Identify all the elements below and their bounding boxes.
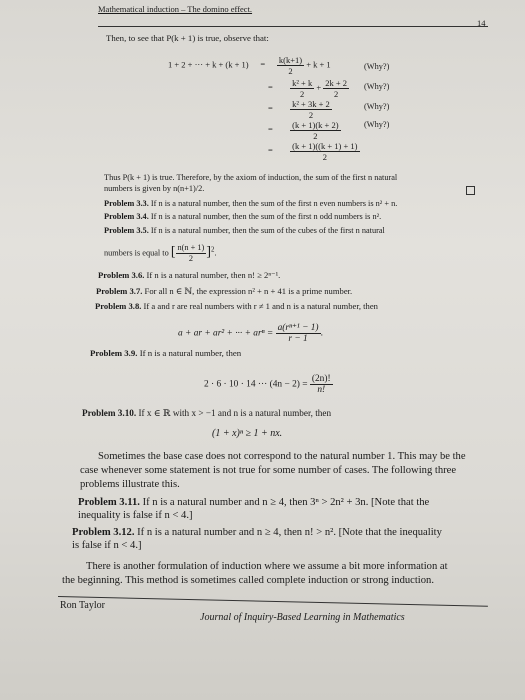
- problem-3-6: Problem 3.6. If n is a natural number, then n! ≥ 2ⁿ⁻¹.: [98, 270, 281, 280]
- derivation-step-5: = $\frac{(k + 1)((k + 1) + 1)}{2}$: [268, 141, 358, 162]
- base-case-line-3: problems illustrate this.: [80, 479, 180, 490]
- why-note-4: (Why?): [364, 120, 390, 129]
- intro-text: Then, to see that P(k + 1) is true, observe that:: [106, 33, 269, 43]
- base-case-line-1: Sometimes the base case does not correspond to the natural number 1. This may be the: [98, 451, 466, 462]
- derivation-step-3: = $\frac{\text{k² + 3k + 2}}{2}$: [268, 99, 330, 120]
- conclusion-line-2: numbers is given by n(n+1)/2.: [104, 184, 205, 193]
- footer-journal: Journal of Inquiry-Based Learning in Mathematics: [200, 612, 405, 623]
- conclusion-line-1: Thus P(k + 1) is true. Therefore, by the axiom of induction, the sum of the first n natural: [104, 173, 398, 182]
- why-note-1: (Why?): [364, 62, 390, 71]
- running-title: Mathematical induction – The domino effect.: [98, 4, 253, 14]
- problem-3-4: Problem 3.4. If n is a natural number, then the sum of the first n odd numbers is n².: [104, 212, 382, 221]
- derivation-step-2: = $\frac{\text{k² + k}}{2}$ + $\frac{2k + 2}{2}$: [268, 78, 348, 99]
- derivation-step-4: = $\frac{(k + 1)(k + 2)}{2}$: [268, 120, 339, 141]
- problem-3-10-formula: (1 + x)ⁿ ≥ 1 + nx.: [212, 428, 283, 439]
- strong-induction-line-1: There is another formulation of induction where we assume a bit more information at: [86, 561, 448, 572]
- footer-rule: [58, 596, 488, 607]
- footer-author: Ron Taylor: [60, 600, 105, 611]
- qed-square: [466, 186, 475, 195]
- problem-3-11-line-1: Problem 3.11. If n is a natural number and n ≥ 4, then 3ⁿ > 2n² + 3n. [Note that the: [78, 497, 430, 508]
- header-rule: [98, 26, 488, 27]
- base-case-line-2: case whenever some statement is not true for some number of cases. The following three: [80, 465, 457, 476]
- derivation-lhs: 1 + 2 + ··· + k + (k + 1): [168, 59, 249, 70]
- problem-3-3: Problem 3.3. If n is a natural number, then the sum of the first n even numbers is n² + n.: [104, 199, 398, 208]
- problem-3-9: Problem 3.9. If n is a natural number, then: [90, 348, 242, 358]
- problem-3-12-line-1: Problem 3.12. If n is a natural number and n ≥ 4, then n! > n². [Note that the inequality: [72, 527, 442, 538]
- derivation-step-1: 1 + 2 + ··· + k + (k + 1) = $\frac{k(k+1)}{2}$ + k + 1: [168, 55, 331, 76]
- step1-fraction: $\frac{k(k+1)}{2}$: [278, 55, 303, 76]
- problem-3-8: Problem 3.8. If a and r are real numbers with r ≠ 1 and n is a natural number, then: [95, 301, 378, 311]
- problem-3-11-line-2: inequality is false if n < 4.]: [78, 510, 193, 521]
- problem-3-12-line-2: is false if n < 4.]: [72, 540, 142, 551]
- problem-3-9-formula: 2 · 6 · 10 · 14 ··· (4n − 2) = $\frac{(2n)!}{n!}$: [204, 374, 331, 395]
- problem-3-8-formula: a + ar + ar² + ··· + arⁿ = $\frac{\text{a(rⁿ⁺¹ − 1)}}{r - 1}$ .: [178, 323, 323, 344]
- problem-3-5-formula: numbers is equal to [ $\frac{n(n + 1)}{2}$ ]$^2$.: [104, 243, 217, 263]
- problem-3-5: Problem 3.5. If n is a natural number, then the sum of the cubes of the first n natural: [104, 226, 385, 235]
- page-number: 14: [477, 18, 486, 28]
- why-note-2: (Why?): [364, 82, 390, 91]
- problem-3-7: Problem 3.7. For all n ∈ ℕ, the expression n² + n + 41 is a prime number.: [96, 286, 353, 296]
- why-note-3: (Why?): [364, 102, 390, 111]
- problem-3-10: Problem 3.10. If x ∈ ℝ with x > −1 and n is a natural number, then: [82, 408, 332, 418]
- strong-induction-line-2: the beginning. This method is sometimes called complete induction or strong induction.: [62, 575, 434, 586]
